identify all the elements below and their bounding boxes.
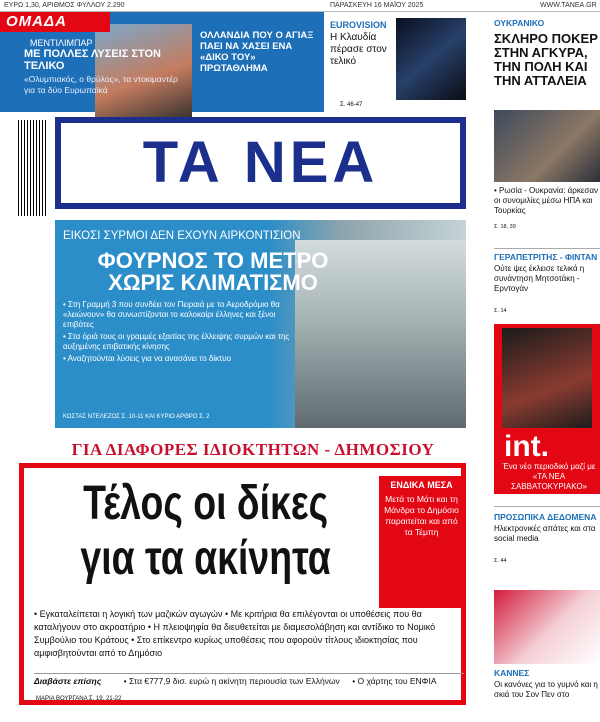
website: WWW.TANEA.GR	[540, 2, 597, 9]
metro-ref: ΚΩΣΤΑΣ ΝΤΕΛΕΖΟΣ Σ. 10-11 ΚΑΙ ΚΥΡΙΟ ΑΡΘΡΟ Σ. 2	[63, 414, 210, 420]
eurovision-teaser[interactable]	[324, 12, 466, 112]
read-also	[34, 673, 464, 689]
endika-text: Μετά το Μάτι και τη Μάνδρα το Δημόσιο παραιτείται και από τα Τέμπη	[384, 494, 459, 537]
hollanda-text: ΟΛΛΑΝΔΙΑ ΠΟΥ Ο ΑΓΙΑΞ ΠΑΕΙ ΝΑ ΧΑΣΕΙ ΕΝΑ «ΔΙΚΟ ΤΟΥ» ΠΡΩΤΑΘΛΗΜΑ	[200, 30, 314, 74]
leaders-photo	[494, 110, 600, 182]
eurovision-text: Η Κλαυδία πέρασε στον τελικό	[330, 32, 387, 67]
ukraine-ref: Σ. 18, 39	[494, 224, 516, 230]
int-text: Ένα νέο περιοδικό μαζί με «ΤΑ ΝΕΑ ΣΑΒΒΑΤΟΚΥΡΙΑΚΟ»	[502, 462, 596, 491]
int-logo: int.	[504, 430, 549, 463]
eurovision-kicker: EUROVISION	[330, 20, 387, 30]
divider	[494, 248, 600, 249]
divider	[494, 506, 600, 507]
main-body: • Εγκαταλείπεται η λογική των μαζικών αγωγών • Με κριτήρια θα επιλέγονται οι υποθέσεις που θα καταλήγουν στο ακροατήριο • Η πλειοψηφία θα διευθετείται με διαμεσολάβηση και αντίδικο το Νομικό Συμβούλιο του Κράτους • Στο επίκεντρο κυρίως υποθέσεις που αφορούν τίτλους ιδιοκτησίας που αμφισβητούνται από το Δημόσιο	[34, 609, 436, 658]
metro-bullet: • Αναζητούνται λύσεις για να ανασάνει το δίκτυο	[63, 354, 232, 363]
singer-photo	[396, 18, 466, 100]
main-kicker: ΓΙΑ ΔΙΑΦΟΡΕΣ ΙΔΙΟΚΤΗΤΩΝ - ΔΗΜΟΣΙΟΥ	[71, 440, 435, 459]
main-story[interactable]	[19, 463, 466, 705]
headline-line-2: για τα ακίνητα	[80, 532, 331, 585]
price-issue: ΕΥΡΩ 1,30, ΑΡΙΘΜΟΣ ΦΥΛΛΟΥ 2.290	[4, 2, 125, 9]
eurovision-ref: Σ. 46-47	[340, 102, 363, 108]
metro-bullet: • Στη Γραμμή 3 που συνδέει τον Πειραιά με το Αεροδρόμιο θα «λειώνουν» θα συνωστίζονται το καλοκαίρι έλληνες και ξένοι επιβάτες	[63, 300, 280, 329]
data-text[interactable]: Ηλεκτρονικές απάτες και στα social media	[494, 524, 596, 543]
hollanda-teaser[interactable]	[192, 12, 324, 112]
barcode	[18, 120, 48, 216]
omada-logo: ΟΜΑΔΑ	[0, 12, 110, 32]
omada-kicker: ΜΕΝΤΙΛΙΜΠΑΡ	[30, 38, 93, 48]
gerapetritis-kicker: ΓΕΡΑΠΕΤΡΙΤΗΣ - ΦΙΝΤΑΝ	[494, 252, 598, 262]
omada-teaser[interactable]	[0, 12, 192, 112]
endika-box	[379, 476, 464, 608]
metro-kicker: ΕΙΚΟΣΙ ΣΥΡΜΟΙ ΔΕΝ ΕΧΟΥΝ ΑΙΡΚΟΝΤΙΣΙΟΝ	[63, 230, 301, 242]
metro-bullet: • Στα όριά τους οι γραμμές εξαιτίας της έλλειψης συρμών και της αυξημένης επιβατικής κίνησης	[63, 332, 290, 351]
masthead-title: ΤΑ ΝΕΑ	[142, 130, 379, 195]
read-also-label: Διαβάστε επίσης	[34, 676, 102, 686]
data-ref: Σ. 44	[494, 558, 507, 564]
read-also-2: • Ο χάρτης του ΕΝΦΙΑ	[352, 676, 437, 686]
ukraine-text: • Ρωσία - Ουκρανία: άρκεσαν οι συνομιλίες μέσω ΗΠΑ και Τουρκίας	[494, 186, 598, 215]
endika-title: ΕΝΔΙΚΑ ΜΕΣΑ	[390, 480, 453, 490]
omada-headline: ΜΕ ΠΟΛΛΕΣ ΛΥΣΕΙΣ ΣΤΟΝ ΤΕΛΙΚΟ	[24, 48, 161, 72]
metro-headline: ΦΟΥΡΝΟΣ ΤΟ ΜΕΤΡΟ ΧΩΡΙΣ ΚΛΙΜΑΤΙΣΜΟ	[97, 248, 329, 295]
ukraine-kicker: ΟΥΚΡΑΝΙΚΟ	[494, 18, 545, 28]
cannes-text[interactable]: Οι κανόνες για το γυμνό και η σκιά του Σον Πεν στο	[494, 680, 598, 699]
int-cover-photo	[502, 328, 592, 428]
gerapetritis-text[interactable]: Ούτε ψες έκλεισε τελικά η συνάντηση Μητσοτάκη - Ερντογάν	[494, 264, 585, 293]
main-author: ΜΑΡΙΑ ΒΟΥΡΓΑΝΑ Σ. 19, 21-22	[36, 696, 122, 702]
metro-bullets	[63, 300, 293, 366]
ukraine-headline[interactable]: ΣΚΛΗΡΟ ΠΟΚΕΡ ΣΤΗΝ ΑΓΚΥΡΑ, ΤΗΝ ΠΟΛΗ ΚΑΙ ΤΗΝ ΑΤΤΑΛΕΙΑ	[494, 31, 598, 88]
read-also-1: • Στα €777,9 δισ. ευρώ η ακίνητη περιουσία των Ελλήνων	[123, 676, 340, 686]
int-magazine-promo[interactable]	[494, 324, 600, 494]
top-info-line	[0, 0, 600, 12]
metro-story[interactable]	[55, 220, 466, 428]
right-column	[490, 12, 600, 722]
gerapetritis-ref: Σ. 14	[494, 308, 507, 314]
omada-sub: «Ολυμπιακός, ο θρύλος», τα ντοκιμαντέρ για τα δύο Ευρωπαϊκά	[24, 74, 178, 95]
main-headline	[34, 476, 377, 586]
data-kicker: ΠΡΟΣΩΠΙΚΑ ΔΕΔΟΜΕΝΑ	[494, 512, 597, 522]
cannes-photo	[494, 590, 600, 664]
masthead	[55, 117, 466, 209]
cannes-kicker: ΚΑΝΝΕΣ	[494, 668, 530, 678]
issue-date: ΠΑΡΑΣΚΕΥΗ 16 ΜΑΪΟΥ 2025	[330, 2, 424, 9]
headline-line-1: Τέλος οι δίκες	[83, 477, 329, 530]
